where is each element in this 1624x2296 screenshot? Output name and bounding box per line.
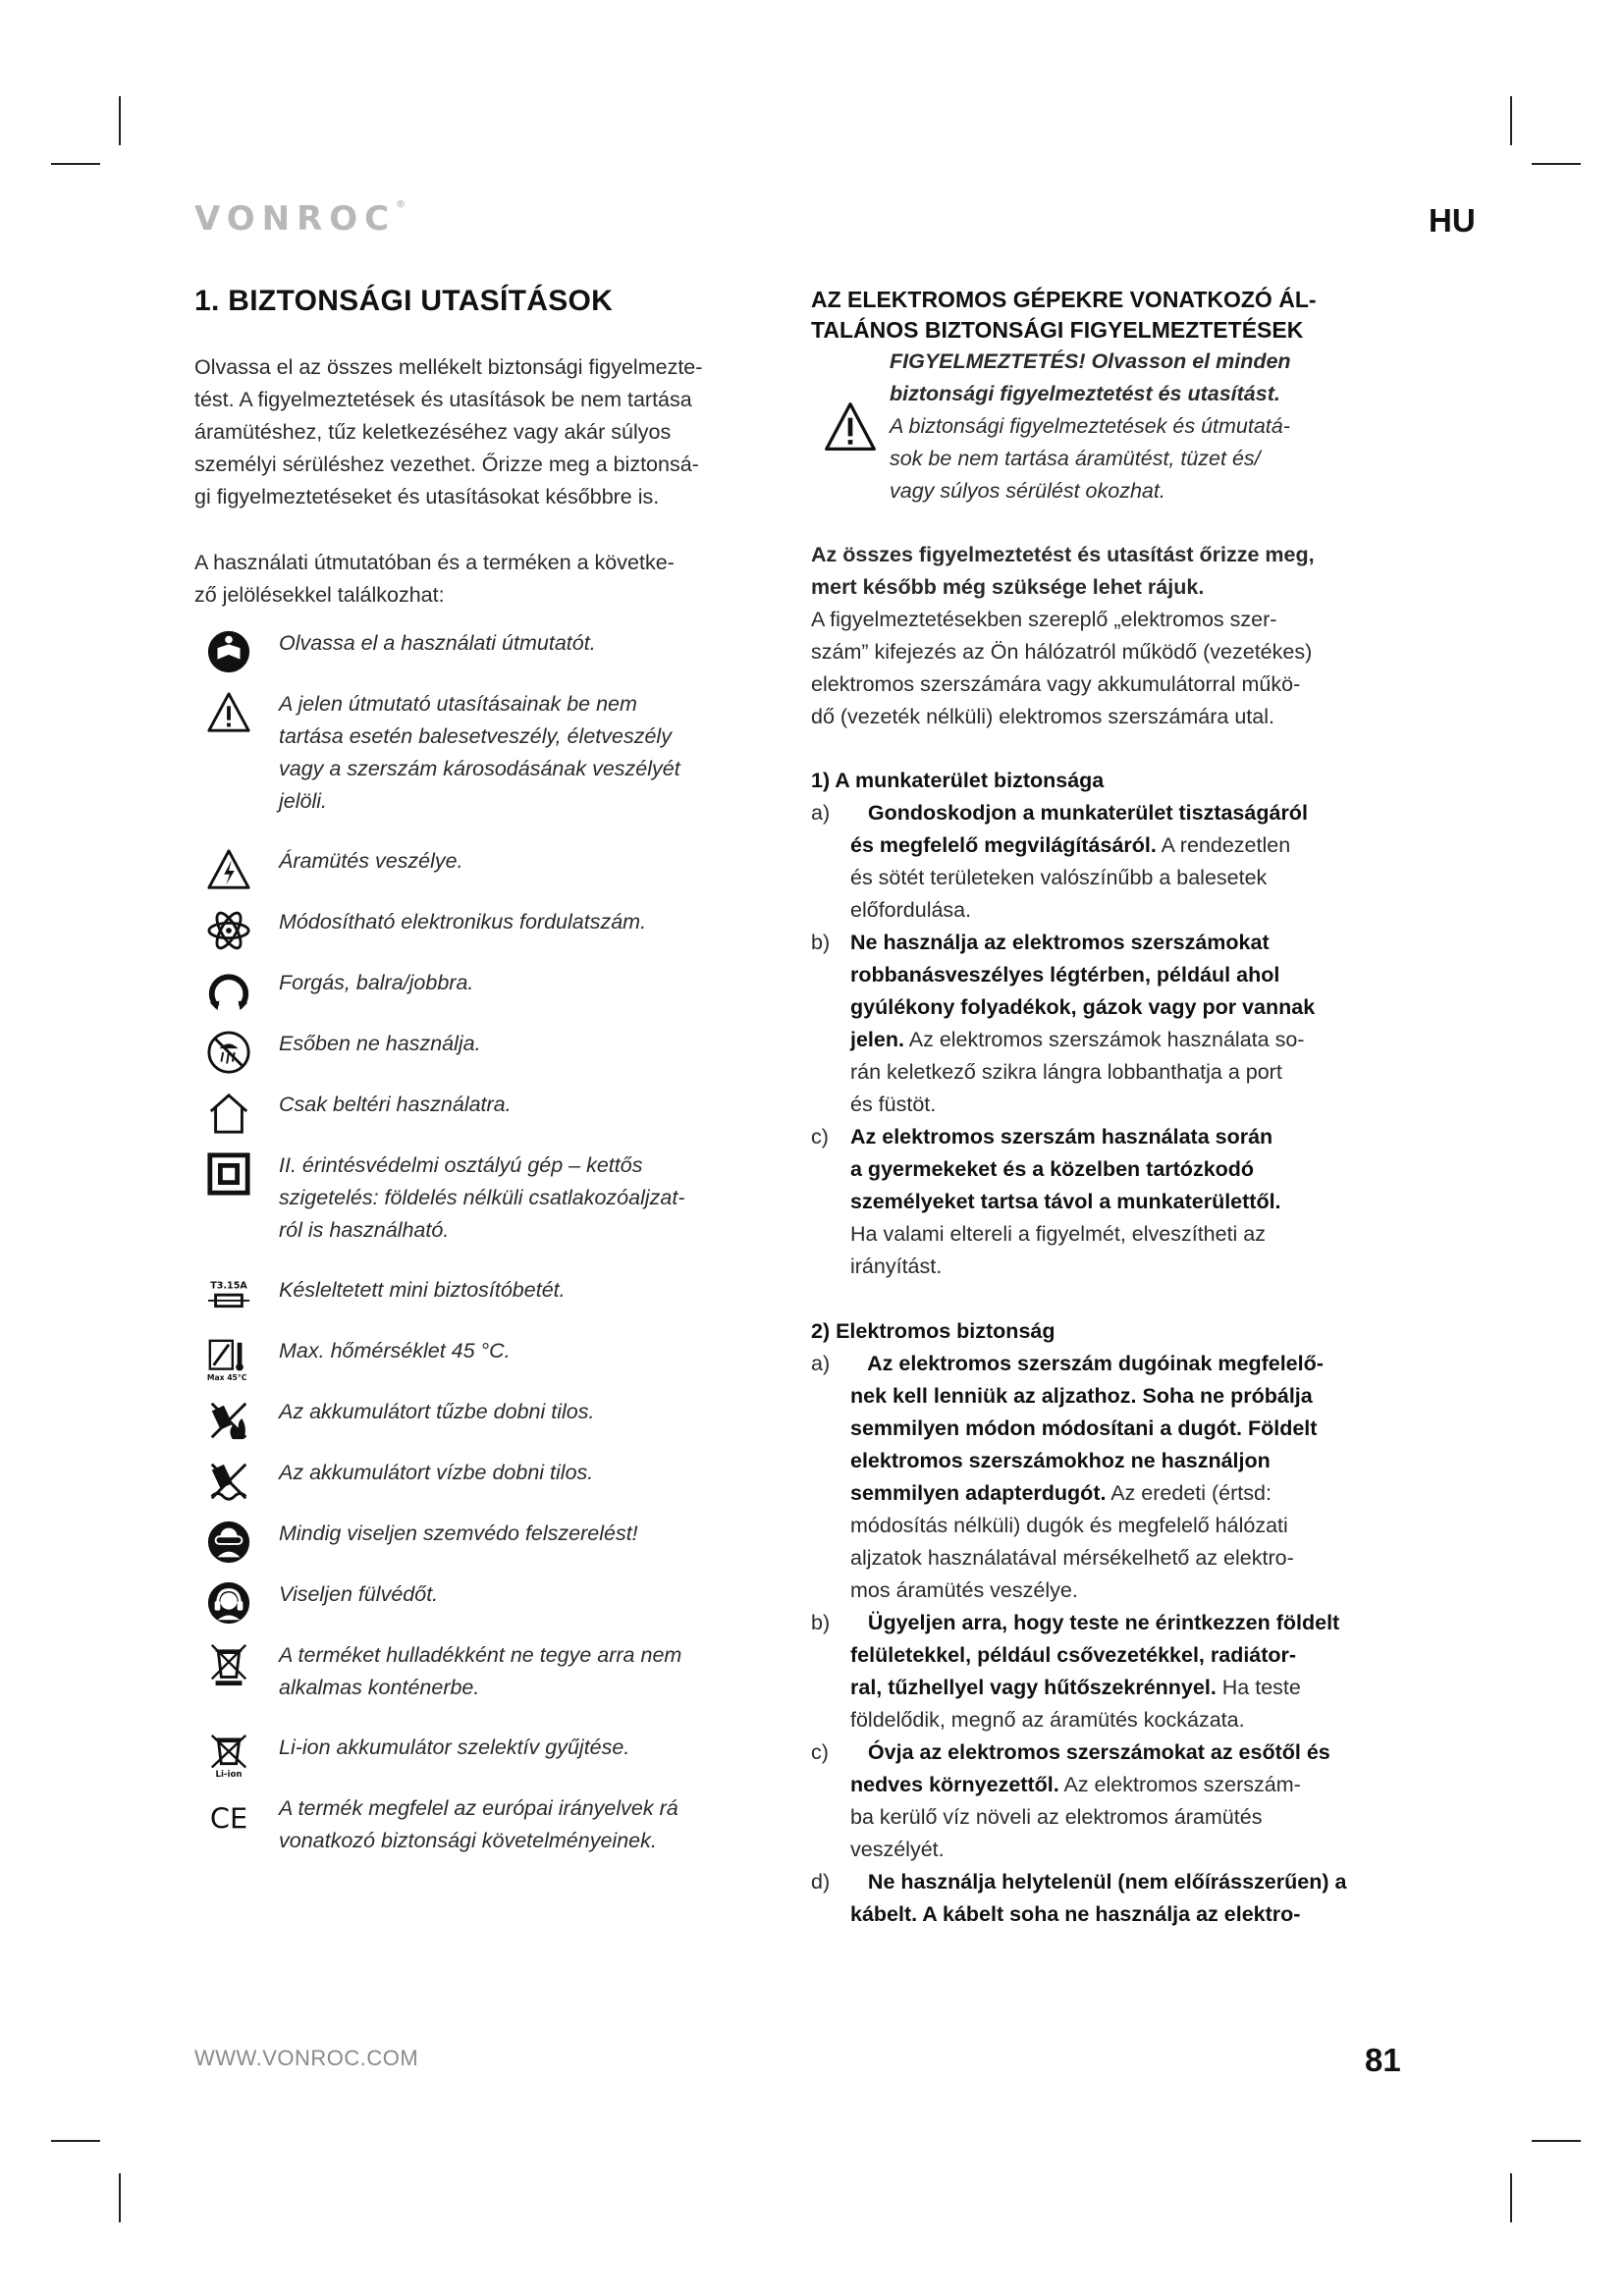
- symbol-description: [263, 1028, 789, 1060]
- symbol-row: [194, 688, 793, 831]
- item-text: [850, 797, 1400, 927]
- symbol-description: [263, 1149, 789, 1247]
- text-line: gi figyelmeztetéseket és utasításokat későbbre is.: [194, 485, 660, 508]
- item-tail-text: Ha teste: [1216, 1676, 1301, 1699]
- item-label: d): [811, 1870, 831, 1894]
- warning-triangle-icon: [811, 346, 890, 507]
- keep-line: szám” kifejezés az Ön hálózatról működő (vezetékes): [811, 640, 1313, 664]
- keep-line: dő (vezeték nélküli) elektromos szerszámára utal.: [811, 705, 1274, 728]
- symbol-list: [194, 627, 793, 1871]
- symbol-description: [263, 627, 789, 660]
- no-rain-icon: [194, 1028, 263, 1089]
- item-line: [850, 991, 1400, 1024]
- text-line: Olvassa el a használati útmutatót.: [279, 631, 596, 655]
- safety-item: [811, 1607, 1400, 1736]
- weee-bin-icon: [194, 1639, 263, 1700]
- item-bold-text: kábelt. A kábelt soha ne használja az elektro-: [850, 1902, 1301, 1926]
- svg-text:CE: CE: [209, 1801, 248, 1836]
- text-line: A termék megfelel az európai irányelvek rá: [279, 1796, 678, 1820]
- text-line: áramütéshez, tűz keletkezéséhez vagy akár súlyos: [194, 420, 672, 444]
- item-line: veszélyét.: [850, 1838, 945, 1861]
- item-bold-text: nek kell lenniük az aljzathoz. Soha ne próbálja: [850, 1384, 1313, 1408]
- symbol-description: [263, 1732, 789, 1764]
- item-text: [850, 1736, 1400, 1866]
- item-text: [850, 1121, 1400, 1283]
- read-manual-icon: [194, 627, 263, 688]
- item-line: Ha valami elterelі a figyelmét, elveszítheti az: [850, 1222, 1267, 1246]
- general-warnings-title: [811, 285, 1400, 346]
- symbol-row: [194, 1639, 793, 1718]
- warning-bold-line: biztonsági figyelmeztetést és utasítást.: [890, 382, 1280, 405]
- symbol-row: [194, 906, 793, 967]
- item-line: [850, 1445, 1400, 1477]
- item-text: [850, 927, 1400, 1121]
- keep-bold-line: Az összes figyelmeztetést és utasítást őrizze meg,: [811, 543, 1315, 566]
- keep-line: A figyelmeztetésekben szereplő „elektromos szer-: [811, 608, 1277, 631]
- item-label: a): [811, 1352, 831, 1375]
- text-line: Max. hőmérséklet 45 °C.: [279, 1339, 511, 1362]
- item-text: [850, 1866, 1400, 1931]
- item-label: c): [811, 1125, 829, 1148]
- item-bold-text: nedves környezettől.: [850, 1773, 1059, 1796]
- text-line: A terméket hulladékként ne tegye arra nem: [279, 1643, 682, 1667]
- text-line: Áramütés veszélye.: [279, 849, 463, 873]
- item-tail-text: Az elektromos szerszám-: [1058, 1773, 1301, 1796]
- item-line: [850, 1348, 1400, 1380]
- symbol-row: [194, 1274, 793, 1335]
- item-tail-text: A rendezetlen: [1156, 833, 1291, 857]
- electronic-speed-icon: [194, 906, 263, 967]
- item-line: módosítás nélküli) dugók és megfelelő hálózati: [850, 1514, 1288, 1537]
- item-bold-text: a gyermekeket és a közelben tartózkodó: [850, 1157, 1255, 1181]
- item-line: [850, 1866, 1400, 1898]
- eye-protection-icon: [194, 1518, 263, 1578]
- text-line: A használati útmutatóban és a terméken a követke-: [194, 551, 675, 574]
- crop-mark: [1532, 163, 1581, 165]
- symbol-description: [263, 1335, 789, 1367]
- crop-mark: [1510, 2173, 1512, 2222]
- section-heading: 2) Elektromos biztonság: [811, 1319, 1056, 1343]
- symbol-row: [194, 1335, 793, 1396]
- text-line: tartása esetén balesetveszély, életveszély: [279, 724, 672, 748]
- symbol-description: [263, 1089, 789, 1121]
- text-line: ző jelölésekkel találkozhat:: [194, 583, 445, 607]
- warning-bold-line: FIGYELMEZTETÉS! Olvasson el minden: [890, 349, 1291, 373]
- symbol-description: [263, 845, 789, 878]
- electric-shock-icon: [194, 845, 263, 906]
- symbol-description: [263, 1457, 789, 1489]
- crop-mark: [1510, 96, 1512, 145]
- item-tail-text: Az eredeti (értsd:: [1106, 1481, 1272, 1505]
- safety-item: [811, 1736, 1400, 1866]
- safety-item: [811, 1348, 1400, 1607]
- item-line: [850, 1736, 1400, 1769]
- symbol-row: [194, 1149, 793, 1260]
- item-line: [850, 1413, 1400, 1445]
- symbol-description: [263, 1639, 789, 1704]
- crop-mark: [119, 96, 121, 145]
- brand-logo: VONROC®: [194, 199, 406, 239]
- symbol-description: [263, 1792, 789, 1857]
- item-label: a): [811, 801, 831, 825]
- item-line: és sötét területeken valószínűbb a balesetek: [850, 866, 1268, 889]
- item-line: mos áramütés veszélye.: [850, 1578, 1078, 1602]
- item-line: [850, 1380, 1400, 1413]
- no-water-battery-icon: [194, 1457, 263, 1518]
- item-line: [850, 1153, 1400, 1186]
- text-line: A jelen útmutató utasításainak be nem: [279, 692, 637, 716]
- symbol-row: [194, 845, 793, 906]
- symbol-row: [194, 1028, 793, 1089]
- warning-line: vagy súlyos sérülést okozhat.: [890, 479, 1165, 503]
- keep-line: elektromos szerszámára vagy akkumulátorral műkö-: [811, 672, 1301, 696]
- item-bold-text: gyúlékony folyadékok, gázok vagy por vannak: [850, 995, 1316, 1019]
- symbol-row: [194, 1457, 793, 1518]
- text-line: személyi sérüléshez vezethet. Őrizze meg a biztonsá-: [194, 453, 699, 476]
- item-tail-text: Az elektromos szerszámok használata so-: [903, 1028, 1305, 1051]
- ear-protection-icon: [194, 1578, 263, 1639]
- svg-text:Max 45°C: Max 45°C: [206, 1373, 247, 1382]
- item-line: [850, 1672, 1400, 1704]
- item-line: [850, 829, 1400, 862]
- text-line: Forgás, balra/jobbra.: [279, 971, 474, 994]
- text-line: Csak beltéri használatra.: [279, 1093, 512, 1116]
- item-line: [850, 1024, 1400, 1056]
- item-line: előfordulása.: [850, 898, 972, 922]
- item-bold-text: felületekkel, például csővezetékkel, radiátor-: [850, 1643, 1297, 1667]
- item-line: [850, 1607, 1400, 1639]
- item-line: [850, 1477, 1400, 1510]
- text-line: Mindig viseljen szemvédo felszerelést!: [279, 1522, 638, 1545]
- item-bold-text: jelen.: [850, 1028, 904, 1051]
- class-ii-icon: [194, 1149, 263, 1210]
- svg-text:T3.15A: T3.15A: [210, 1280, 247, 1292]
- item-label: b): [811, 931, 831, 954]
- indoor-use-icon: [194, 1089, 263, 1149]
- item-label: c): [811, 1740, 829, 1764]
- crop-mark: [51, 2140, 100, 2142]
- safety-item: [811, 797, 1400, 927]
- item-bold-text: elektromos szerszámokhoz ne használjon: [850, 1449, 1271, 1472]
- text-line: jelöli.: [279, 789, 327, 813]
- symbol-row: [194, 1578, 793, 1639]
- symbol-description: [263, 1578, 789, 1611]
- symbol-description: [263, 1396, 789, 1428]
- item-bold-text: semmilyen módon módosítani a dugót. Földelt: [850, 1416, 1318, 1440]
- keep-bold-line: mert később még szüksége lehet rájuk.: [811, 575, 1205, 599]
- item-bold-text: Ne használja helytelenül (nem előírásszerűen) a: [850, 1870, 1347, 1894]
- item-text: [850, 1348, 1400, 1607]
- item-line: [850, 1769, 1400, 1801]
- max-temperature-icon: [194, 1335, 263, 1396]
- rotation-icon: [194, 967, 263, 1028]
- warning-box: [811, 346, 1400, 507]
- item-line: [850, 927, 1400, 959]
- title-line: TALÁNOS BIZTONSÁGI FIGYELMEZTETÉSEK: [811, 317, 1304, 343]
- item-line: rán keletkező szikra lángra lobbanthatja a port: [850, 1060, 1282, 1084]
- item-bold-text: Ügyeljen arra, hogy teste ne érintkezzen földelt: [850, 1611, 1340, 1634]
- item-bold-text: személyeket tartsa távol a munkaterülettől.: [850, 1190, 1281, 1213]
- text-line: vagy a szerszám károsodásának veszélyét: [279, 757, 680, 780]
- symbol-row: [194, 967, 793, 1028]
- item-line: [850, 959, 1400, 991]
- symbol-description: [263, 688, 789, 818]
- li-ion-bin-icon: [194, 1732, 263, 1792]
- text-line: Az akkumulátort tűzbe dobni tilos.: [279, 1400, 595, 1423]
- footer-url: WWW.VONROC.COM: [194, 2046, 419, 2070]
- item-line: [850, 1639, 1400, 1672]
- safety-item: [811, 1866, 1400, 1931]
- symbol-description: [263, 1274, 789, 1307]
- crop-mark: [51, 163, 100, 165]
- item-text: [850, 1607, 1400, 1736]
- warning-text: [890, 346, 1390, 507]
- symbol-row: [194, 627, 793, 688]
- item-line: [850, 1186, 1400, 1218]
- text-line: Olvassa el az összes mellékelt biztonsági figyelmezte-: [194, 355, 703, 379]
- item-line: ba kerülő víz növeli az elektromos áramütés: [850, 1805, 1263, 1829]
- safety-item: [811, 927, 1400, 1121]
- section-heading: 1) A munkaterület biztonsága: [811, 769, 1105, 792]
- text-line: Viseljen fülvédőt.: [279, 1582, 439, 1606]
- item-line: [850, 1121, 1400, 1153]
- title-line: AZ ELEKTROMOS GÉPEKRE VONATKOZÓ ÁL-: [811, 287, 1317, 312]
- left-column: [194, 285, 793, 1885]
- text-line: tést. A figyelmeztetések és utasítások be nem tartása: [194, 388, 692, 411]
- page-number: 81: [1365, 2042, 1401, 2078]
- item-line: földelődik, megnő az áramütés kockázata.: [850, 1708, 1245, 1732]
- language-code: HU: [1429, 202, 1476, 239]
- right-column: [811, 285, 1400, 1931]
- text-line: ról is használható.: [279, 1218, 450, 1242]
- safety-item: [811, 1121, 1400, 1283]
- item-bold-text: Óvja az elektromos szerszámokat az esőtől és: [850, 1740, 1330, 1764]
- item-line: [850, 797, 1400, 829]
- symbol-row: [194, 1396, 793, 1457]
- item-bold-text: robbanásveszélyes légtérben, például ahol: [850, 963, 1280, 987]
- text-line: vonatkozó biztonsági követelményeinek.: [279, 1829, 657, 1852]
- symbol-row: [194, 1089, 793, 1149]
- item-bold-text: Az elektromos szerszám dugóinak megfelelő-: [850, 1352, 1324, 1375]
- section-title: 1. BIZTONSÁGI UTASÍTÁSOK: [194, 285, 614, 317]
- symbol-row: [194, 1732, 793, 1792]
- warning-triangle-icon: [194, 688, 263, 749]
- symbol-description: [263, 967, 789, 999]
- warning-line: A biztonsági figyelmeztetések és útmutatá-: [890, 414, 1290, 438]
- crop-mark: [1532, 2140, 1581, 2142]
- symbol-description: [263, 906, 789, 938]
- svg-text:Li-ion: Li-ion: [215, 1770, 243, 1779]
- symbol-row: [194, 1518, 793, 1578]
- text-line: alkalmas konténerbe.: [279, 1676, 480, 1699]
- item-line: aljzatok használatával mérsékelhető az elektro-: [850, 1546, 1294, 1570]
- text-line: Esőben ne használja.: [279, 1032, 481, 1055]
- intro-paragraph: [194, 351, 793, 513]
- crop-mark: [119, 2173, 121, 2222]
- text-line: szigetelés: földelés nélküli csatlakozóaljzat-: [279, 1186, 685, 1209]
- text-line: Az akkumulátort vízbe dobni tilos.: [279, 1461, 594, 1484]
- item-line: és füstöt.: [850, 1093, 937, 1116]
- symbol-row: [194, 1792, 793, 1871]
- text-line: Késleltetett mini biztosítóbetét.: [279, 1278, 566, 1302]
- item-bold-text: Az elektromos szerszám használata során: [850, 1125, 1273, 1148]
- item-bold-text: ral, tűzhellyel vagy hűtőszekrénnyel.: [850, 1676, 1217, 1699]
- no-fire-battery-icon: [194, 1396, 263, 1457]
- text-line: II. érintésvédelmi osztályú gép – kettős: [279, 1153, 643, 1177]
- ce-mark-icon: [194, 1792, 263, 1853]
- text-line: Módosítható elektronikus fordulatszám.: [279, 910, 647, 934]
- item-bold-text: és megfelelő megvilágításáról.: [850, 833, 1157, 857]
- item-label: b): [811, 1611, 831, 1634]
- fuse-icon: [194, 1274, 263, 1335]
- text-line: Li-ion akkumulátor szelektív gyűjtése.: [279, 1735, 630, 1759]
- symbols-intro-paragraph: [194, 547, 793, 612]
- item-line: irányítást.: [850, 1255, 943, 1278]
- symbol-description: [263, 1518, 789, 1550]
- warning-line: sok be nem tartása áramütést, tüzet és/: [890, 447, 1261, 470]
- item-bold-text: Ne használja az elektromos szerszámokat: [850, 931, 1270, 954]
- item-bold-text: Gondoskodjon a munkaterület tisztaságáról: [850, 801, 1308, 825]
- keep-instructions-paragraph: [811, 539, 1400, 733]
- safety-sections: [811, 765, 1400, 1931]
- item-line: [850, 1898, 1400, 1931]
- item-bold-text: semmilyen adapterdugót.: [850, 1481, 1107, 1505]
